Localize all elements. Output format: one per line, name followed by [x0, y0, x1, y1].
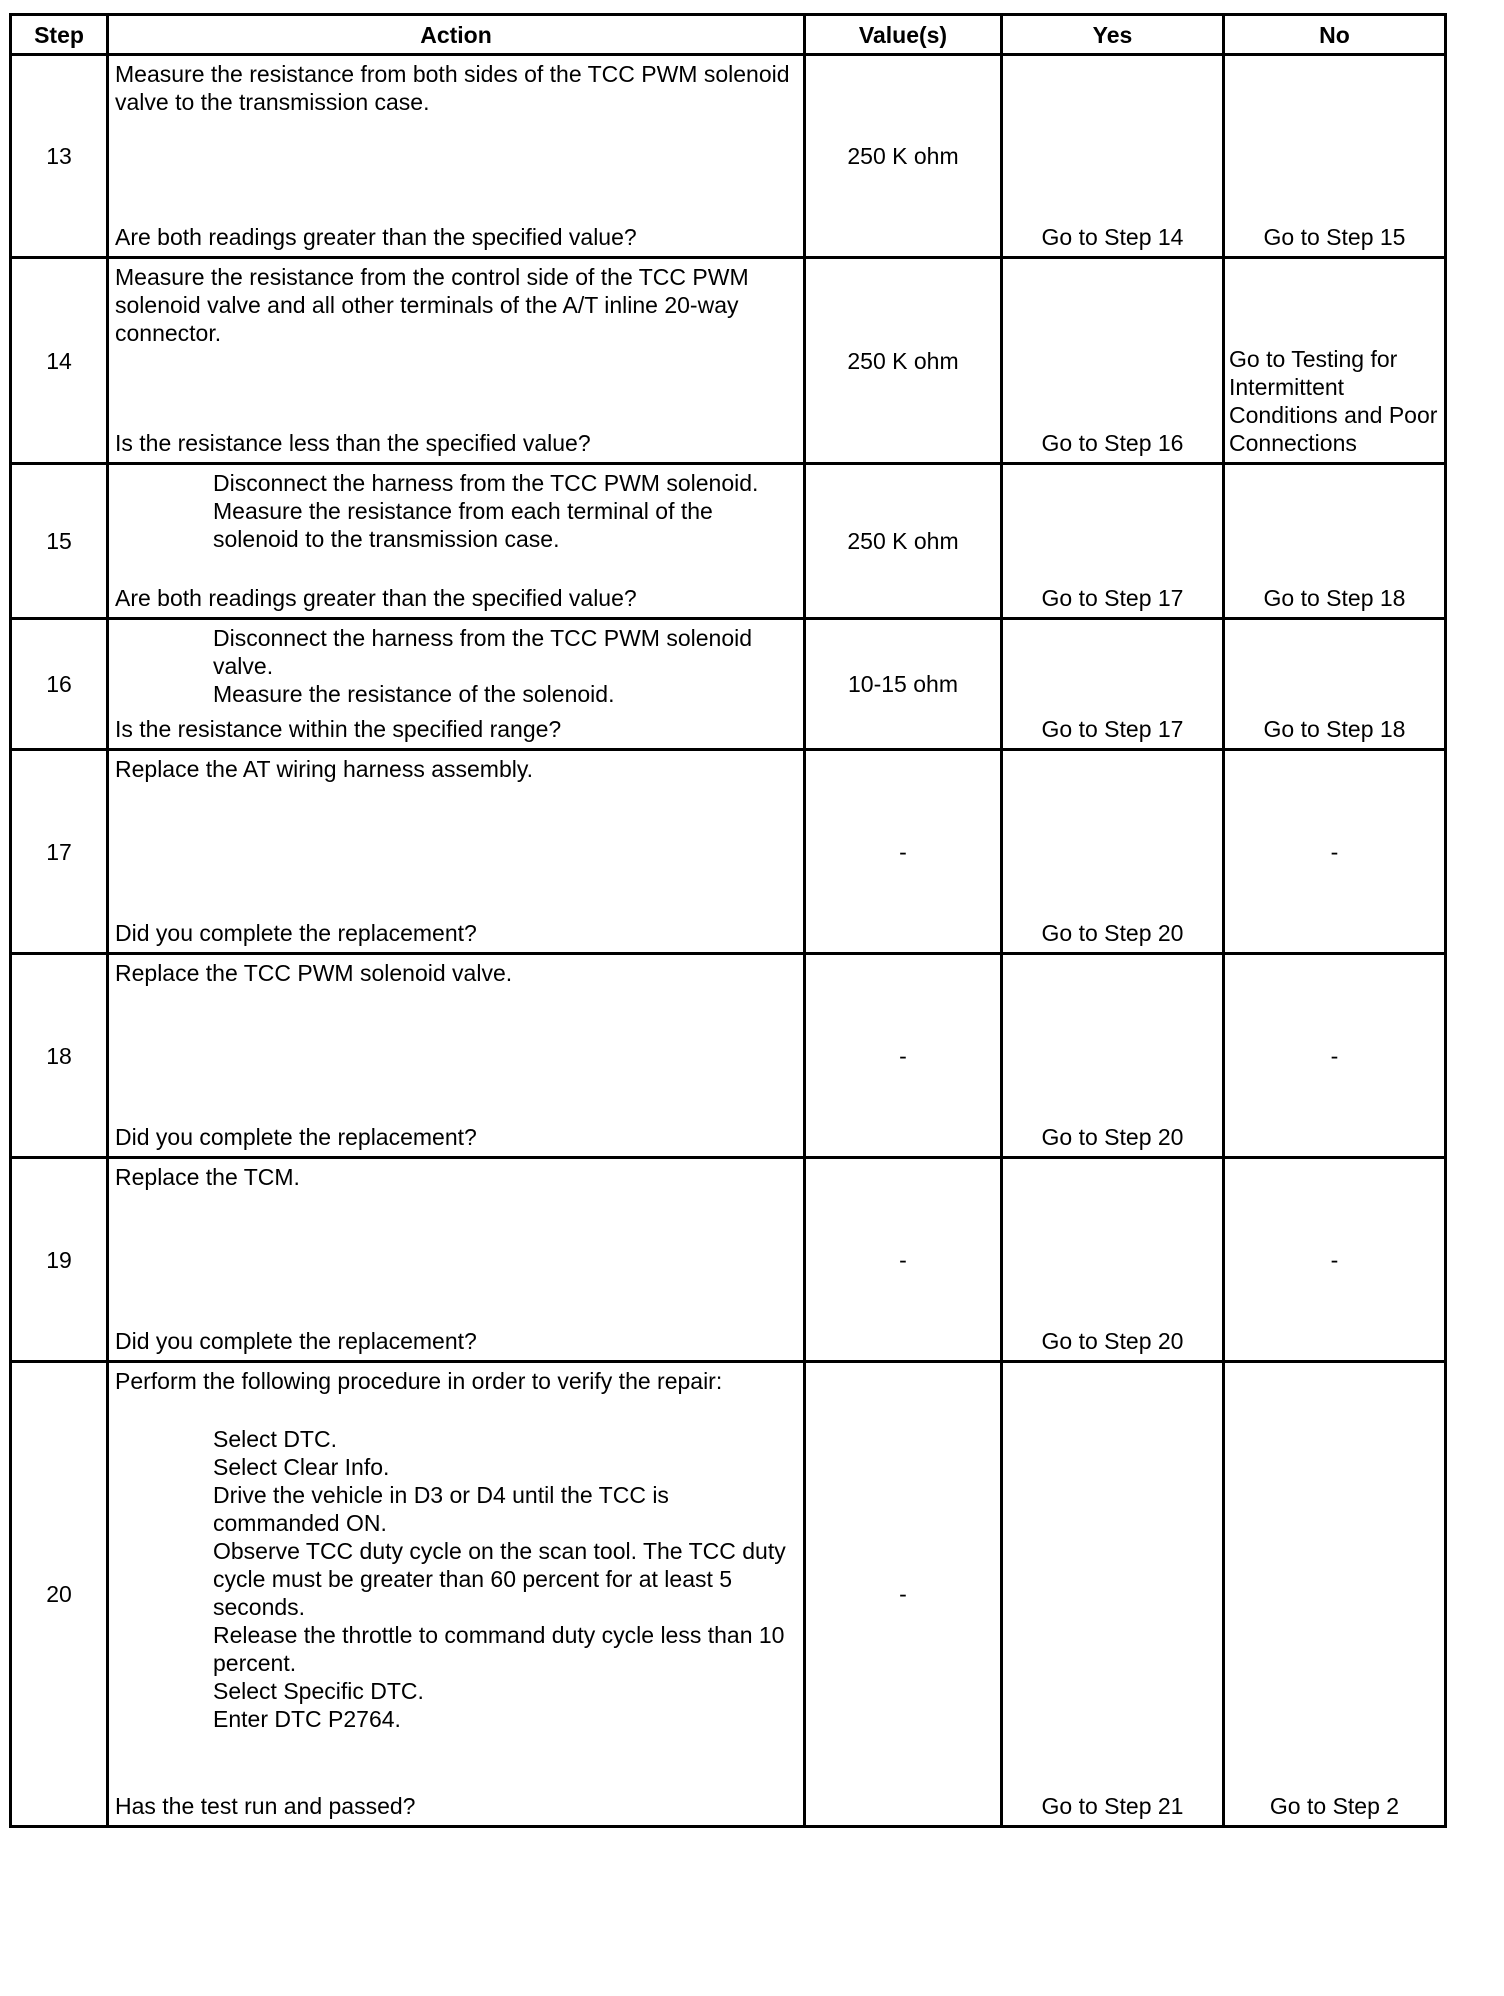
yes-cell [1002, 55, 1224, 258]
yes-cell [1002, 1158, 1224, 1362]
no-cell [1224, 258, 1446, 464]
header-yes: Yes [1002, 15, 1224, 55]
procedure-step: Release the throttle to command duty cycle less than 10 percent. [213, 1622, 785, 1676]
table-row [11, 258, 1446, 464]
table-row [11, 750, 1446, 954]
no-target: Go to Step 18 [1263, 716, 1406, 742]
step-number: 19 [11, 1158, 108, 1362]
action-text: Measure the resistance from each terminal of the solenoid to the transmission case. [213, 498, 713, 552]
header-step: Step [11, 15, 108, 55]
no-cell [1224, 464, 1446, 619]
value-cell: 250 K ohm [805, 464, 1002, 619]
procedure-step: Observe TCC duty cycle on the scan tool. The TCC duty cycle must be greater than 60 percent for at least 5 seconds. [213, 1538, 786, 1620]
no-target: Go to Step 2 [1269, 1793, 1400, 1819]
step-number: 14 [11, 258, 108, 464]
no-target: Go to Step 15 [1263, 224, 1406, 250]
value-cell: 10-15 ohm [805, 619, 1002, 750]
table-row [11, 954, 1446, 1158]
no-cell [1224, 55, 1446, 258]
action-text: Disconnect the harness from the TCC PWM solenoid valve. [213, 625, 753, 679]
action-question: Did you complete the replacement? [115, 920, 477, 946]
action-text: Replace the TCM. [115, 1164, 300, 1190]
step-number: 18 [11, 954, 108, 1158]
action-cell [108, 464, 805, 619]
yes-cell [1002, 464, 1224, 619]
no-target: Go to Step 18 [1263, 585, 1406, 611]
no-cell: - [1224, 750, 1446, 954]
value-cell: - [805, 1158, 1002, 1362]
step-number: 15 [11, 464, 108, 619]
header-no: No [1224, 15, 1446, 55]
procedure-step: Select Clear Info. [213, 1454, 390, 1480]
value-cell: - [805, 954, 1002, 1158]
no-cell: - [1224, 1158, 1446, 1362]
value-cell: 250 K ohm [805, 258, 1002, 464]
table-row [11, 464, 1446, 619]
action-cell [108, 1362, 805, 1827]
action-question: Is the resistance less than the specified value? [115, 430, 591, 456]
action-text: Replace the TCC PWM solenoid valve. [115, 960, 513, 986]
action-question: Is the resistance within the specified range? [115, 716, 562, 742]
action-cell [108, 619, 805, 750]
action-cell [108, 55, 805, 258]
header-values: Value(s) [805, 15, 1002, 55]
procedure-step: Select DTC. [213, 1426, 337, 1452]
procedure-list [109, 1395, 803, 1733]
action-cell [108, 1158, 805, 1362]
step-number: 16 [11, 619, 108, 750]
step-number: 20 [11, 1362, 108, 1827]
diagnostic-table [9, 13, 1447, 1828]
action-text: Disconnect the harness from the TCC PWM solenoid. [213, 470, 759, 496]
action-cell [108, 258, 805, 464]
no-cell [1224, 1362, 1446, 1827]
yes-target: Go to Step 14 [1041, 224, 1184, 250]
no-target: Go to Testing for Intermittent Conditions and Poor Connections [1229, 346, 1438, 456]
value-cell: - [805, 750, 1002, 954]
no-cell: - [1224, 954, 1446, 1158]
value-cell: 250 K ohm [805, 55, 1002, 258]
yes-cell [1002, 258, 1224, 464]
yes-target: Go to Step 16 [1041, 430, 1184, 456]
yes-cell [1002, 750, 1224, 954]
action-text: Perform the following procedure in order to verify the repair: [115, 1368, 723, 1394]
yes-cell [1002, 954, 1224, 1158]
value-cell: - [805, 1362, 1002, 1827]
no-cell [1224, 619, 1446, 750]
action-text: Replace the AT wiring harness assembly. [115, 756, 534, 782]
action-text: Measure the resistance from both sides of the TCC PWM solenoid valve to the transmission case. [115, 61, 790, 115]
yes-cell [1002, 619, 1224, 750]
yes-target: Go to Step 17 [1041, 716, 1184, 742]
header-action: Action [108, 15, 805, 55]
action-text: Measure the resistance of the solenoid. [213, 681, 615, 707]
yes-target: Go to Step 20 [1041, 1124, 1184, 1150]
yes-target: Go to Step 17 [1041, 585, 1184, 611]
yes-target: Go to Step 20 [1041, 1328, 1184, 1354]
yes-target: Go to Step 20 [1041, 920, 1184, 946]
action-question: Did you complete the replacement? [115, 1124, 477, 1150]
action-question: Are both readings greater than the specified value? [115, 224, 637, 250]
table-row [11, 1362, 1446, 1827]
action-cell [108, 750, 805, 954]
yes-cell [1002, 1362, 1224, 1827]
action-text: Measure the resistance from the control side of the TCC PWM solenoid valve and all other terminals of the A/T inline 20-way connector. [115, 264, 749, 346]
table-row [11, 1158, 1446, 1362]
step-number: 17 [11, 750, 108, 954]
step-number: 13 [11, 55, 108, 258]
yes-target: Go to Step 21 [1041, 1793, 1184, 1819]
procedure-step: Select Specific DTC. [213, 1678, 424, 1704]
procedure-step: Enter DTC P2764. [213, 1706, 401, 1732]
action-cell [108, 954, 805, 1158]
action-question: Did you complete the replacement? [115, 1328, 477, 1354]
table-row [11, 55, 1446, 258]
action-question: Are both readings greater than the specified value? [115, 585, 637, 611]
table-row [11, 619, 1446, 750]
action-question: Has the test run and passed? [115, 1793, 416, 1819]
table-header-row [11, 15, 1446, 55]
procedure-step: Drive the vehicle in D3 or D4 until the TCC is commanded ON. [213, 1482, 669, 1536]
